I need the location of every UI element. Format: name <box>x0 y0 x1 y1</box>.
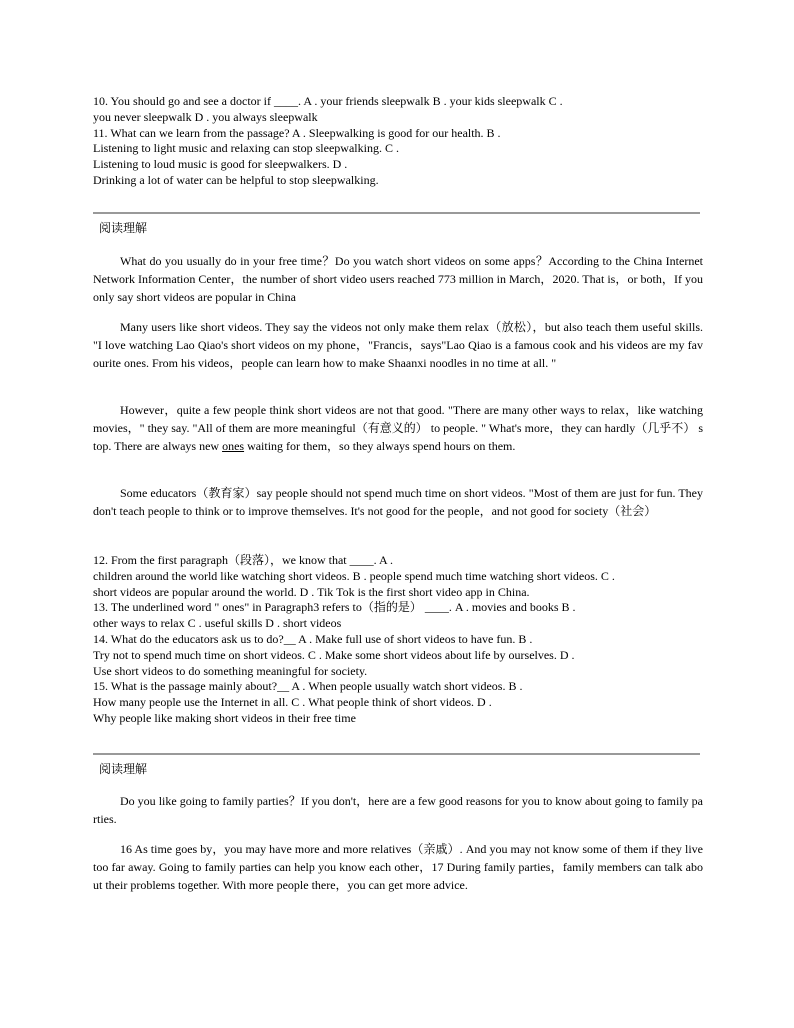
text-line: Try not to spend much time on short videos. C . Make some short videos about life by ourselves. D . <box>93 647 575 662</box>
text-line: Drinking a lot of water can be helpful to stop sleepwalking. <box>93 172 379 187</box>
text-line: Listening to loud music is good for sleepwalkers. D . <box>93 157 348 172</box>
text-line: 11. What can we learn from the passage? A . Sleepwalking is good for our health. B . <box>93 125 501 140</box>
paragraph: However，quite a few people think short videos are not that good. "There are many other ways to relax，like watching movies，" they say. "All of them are more meaningful（有意义的） to people. " What's more，they can hardly（几乎不） stop. There are always new ones waiting for them，so they always spend hours on them. <box>93 403 703 453</box>
question-block-10-11 <box>93 94 703 189</box>
text-line: Use short videos to do something meaningful for society. <box>93 663 368 678</box>
text-line: other ways to relax C . useful skills D . short videos <box>93 616 342 631</box>
text-line: How many people use the Internet in all. C . What people think of short videos. D . <box>93 695 492 710</box>
passage-paragraph-1 <box>93 252 703 306</box>
text-line: 13. The underlined word " ones" in Paragraph3 refers to（指的是） ____. A . movies and books B . <box>93 600 576 615</box>
text-line: Listening to light music and relaxing can stop sleepwalking. C . <box>93 141 399 156</box>
passage-paragraph-6 <box>93 840 703 894</box>
reading-section-3 <box>93 761 703 777</box>
text-line: 12. From the first paragraph（段落），we know that ____. A . <box>93 553 393 567</box>
section-title: 阅读理解 <box>99 221 148 235</box>
underlined-word: ones <box>222 439 245 453</box>
question-block-12-15 <box>93 553 703 727</box>
section-title: 阅读理解 <box>99 762 148 776</box>
text-line: 10. You should go and see a doctor if ____. A . your friends sleepwalk B . your kids sleepwalk C . <box>93 94 563 108</box>
reading-section-2 <box>93 220 703 236</box>
text-line: children around the world like watching short videos. B . people spend much time watching short videos. C . <box>93 568 615 583</box>
text-line: Why people like making short videos in their free time <box>93 710 356 725</box>
passage-paragraph-3 <box>93 401 703 455</box>
paragraph: Many users like short videos. They say the videos not only make them relax（放松），but also teach them useful skills. "I love watching Lao Qiao's short videos on my phone，"Francis，says"Lao Qiao is a famous cook and his videos are my favourite ones. From his videos，people can learn how to make Shaanxi noodles in no time at all. " <box>93 320 703 370</box>
passage-paragraph-4 <box>93 484 703 520</box>
paragraph: What do you usually do in your free time？Do you watch short videos on some apps？According to the China Internet Network Information Center，the number of short video users reached 773 million in March，2020. That is，or both，If you only say short videos are popular in China <box>93 254 703 304</box>
passage-paragraph-5 <box>93 792 703 828</box>
text-line: 14. What do the educators ask us to do?__ A . Make full use of short videos to have fun. B . <box>93 631 533 646</box>
text-line: short videos are popular around the world. D . Tik Tok is the first short video app in China. <box>93 584 530 599</box>
text-line: you never sleepwalk D . you always sleepwalk <box>93 109 318 124</box>
passage-paragraph-2 <box>93 318 703 372</box>
text-line: 15. What is the passage mainly about?__ A . When people usually watch short videos. B . <box>93 679 523 694</box>
section-divider <box>93 212 700 214</box>
paragraph: Do you like going to family parties？If you don't，here are a few good reasons for you to know about going to family parties. <box>93 794 703 826</box>
paragraph: 16 As time goes by，you may have more and more relatives（亲戚）. And you may not know some of them if they live too far away. Going to family parties can help you know each other，17 During family parties，family members can talk about their problems together. With more people there，you can get more advice. <box>93 842 703 892</box>
paragraph: Some educators（教育家）say people should not spend much time on short videos. "Most of them are just for fun. They don't teach people to think or to improve themselves. It's not good for the people，and not good for society（社会） <box>93 486 703 518</box>
section-divider <box>93 753 700 755</box>
